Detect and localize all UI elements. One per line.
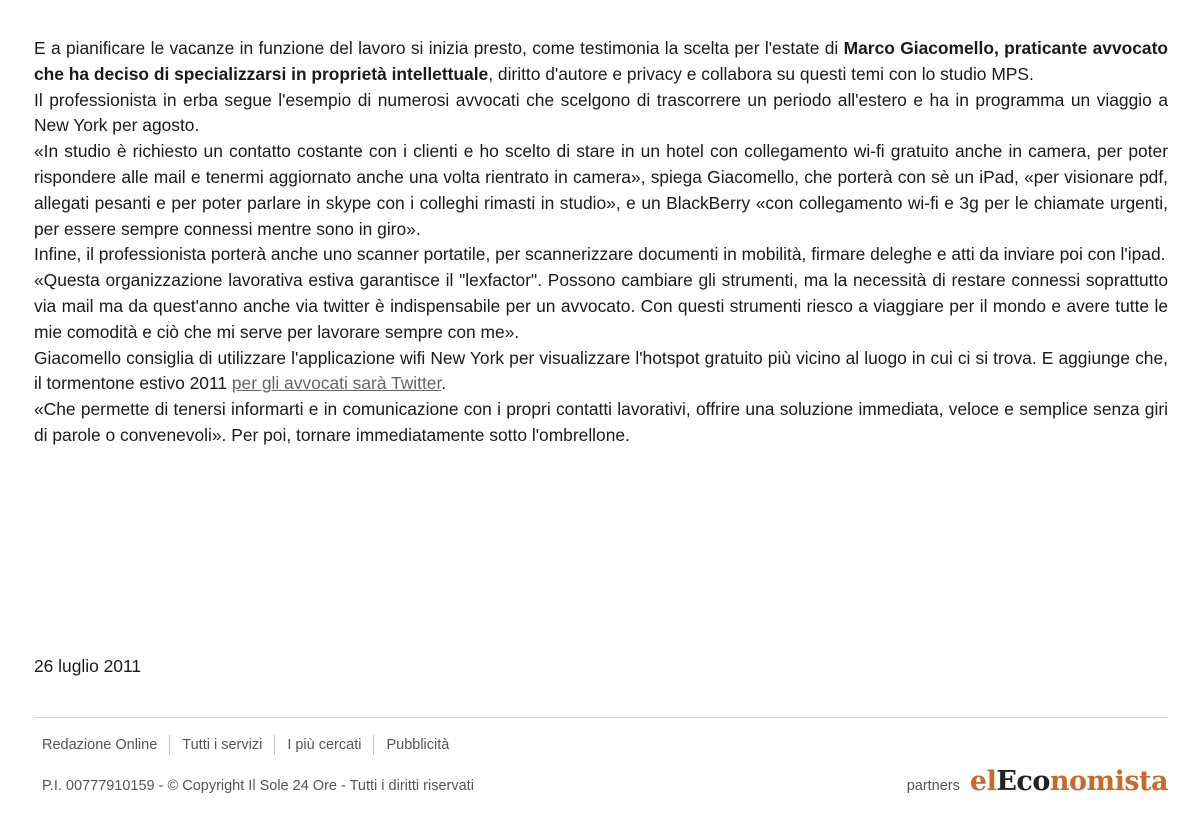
paragraph-5: «Questa organizzazione lavorativa estiva garantisce il "lexfactor". Possono cambiare gli strumenti, ma la necessità di restare connessi soprattutto via mail ma da quest'anno anche via twitter è indispensabile per un avvocato. Con questi strumenti riesco a viaggiare per il mondo e avere tutte le mie comodità e ciò che mi serve per lavorare sempre con me». [34, 270, 1168, 342]
partners-block [907, 766, 1168, 797]
publication-date: 26 luglio 2011 [34, 656, 142, 676]
partners-label: partners [906, 778, 960, 794]
paragraph-4: Infine, il professionista porterà anche uno scanner portatile, per scannerizzare documenti in mobilità, firmare deleghe e atti da inviare poi con l'ipad. [34, 244, 1166, 265]
footer-link-piu-cercati[interactable]: I più cercati [287, 737, 362, 753]
paragraph-6: Giacomello consiglia di utilizzare l'applicazione wifi New York per visualizzare l'hotspot gratuito più vicino al luogo in cui ci si trova. E aggiunge che, il tormentone estivo 2011 per gli avvocati sarà Twitter. [34, 347, 1168, 394]
twitter-article-link[interactable]: per gli avvocati sarà Twitter [231, 373, 442, 394]
footer-link-pubblicita[interactable]: Pubblicità [386, 737, 450, 753]
paragraph-7: «Che permette di tenersi informarti e in comunicazione con i propri contatti lavorativi, offrire una soluzione immediata, veloce e semplice senza giri di parole o convenevoli». Per poi, tornare immediatamente sotto l'ombrellone. [34, 399, 1168, 445]
bold-highlight: Marco Giacomello, praticante avvocato che ha deciso di specializzarsi in proprietà intellettuale [34, 38, 1168, 84]
economista-logo[interactable]: elEconomista [969, 766, 1168, 797]
footer-link-servizi[interactable]: Tutti i servizi [182, 737, 263, 753]
nav-separator [169, 735, 170, 755]
paragraph-3: «In studio è richiesto un contatto costante con i clienti e ho scelto di stare in un hotel con collegamento wi-fi gratuito anche in camera, per poter rispondere alle mail e tenermi aggiornato anche una volta rientrato in camera», spiega Giacomello, che porterà con sè un iPad, «per visionare pdf, allegati pesanti e per poter parlare in skype con i colleghi rimasti in studio», e un BlackBerry «con collegamento wi-fi e 3g per le chiamate urgenti, per essere sempre connessi mentre sono in giro». [34, 141, 1168, 239]
copyright-notice: P.I. 00777910159 - © Copyright Il Sole 24 Ore - Tutti i diritti riservati [42, 778, 474, 794]
nav-separator [274, 735, 275, 755]
footer-nav [42, 735, 449, 755]
footer-link-redazione[interactable]: Redazione Online [42, 737, 158, 753]
article-body [34, 36, 1168, 449]
paragraph-2: Il professionista in erba segue l'esempio di numerosi avvocati che scelgono di trascorrere un periodo all'estero e ha in programma un viaggio a New York per agosto. [34, 89, 1168, 136]
footer-divider [34, 717, 1168, 718]
nav-separator [373, 735, 374, 755]
paragraph-1: E a pianificare le vacanze in funzione del lavoro si inizia presto, come testimonia la scelta per l'estate di Marco Giacomello, praticante avvocato che ha deciso di specializzarsi in proprietà intellettuale, diritto d'autore e privacy e collabora su questi temi con lo studio MPS. [34, 38, 1168, 84]
